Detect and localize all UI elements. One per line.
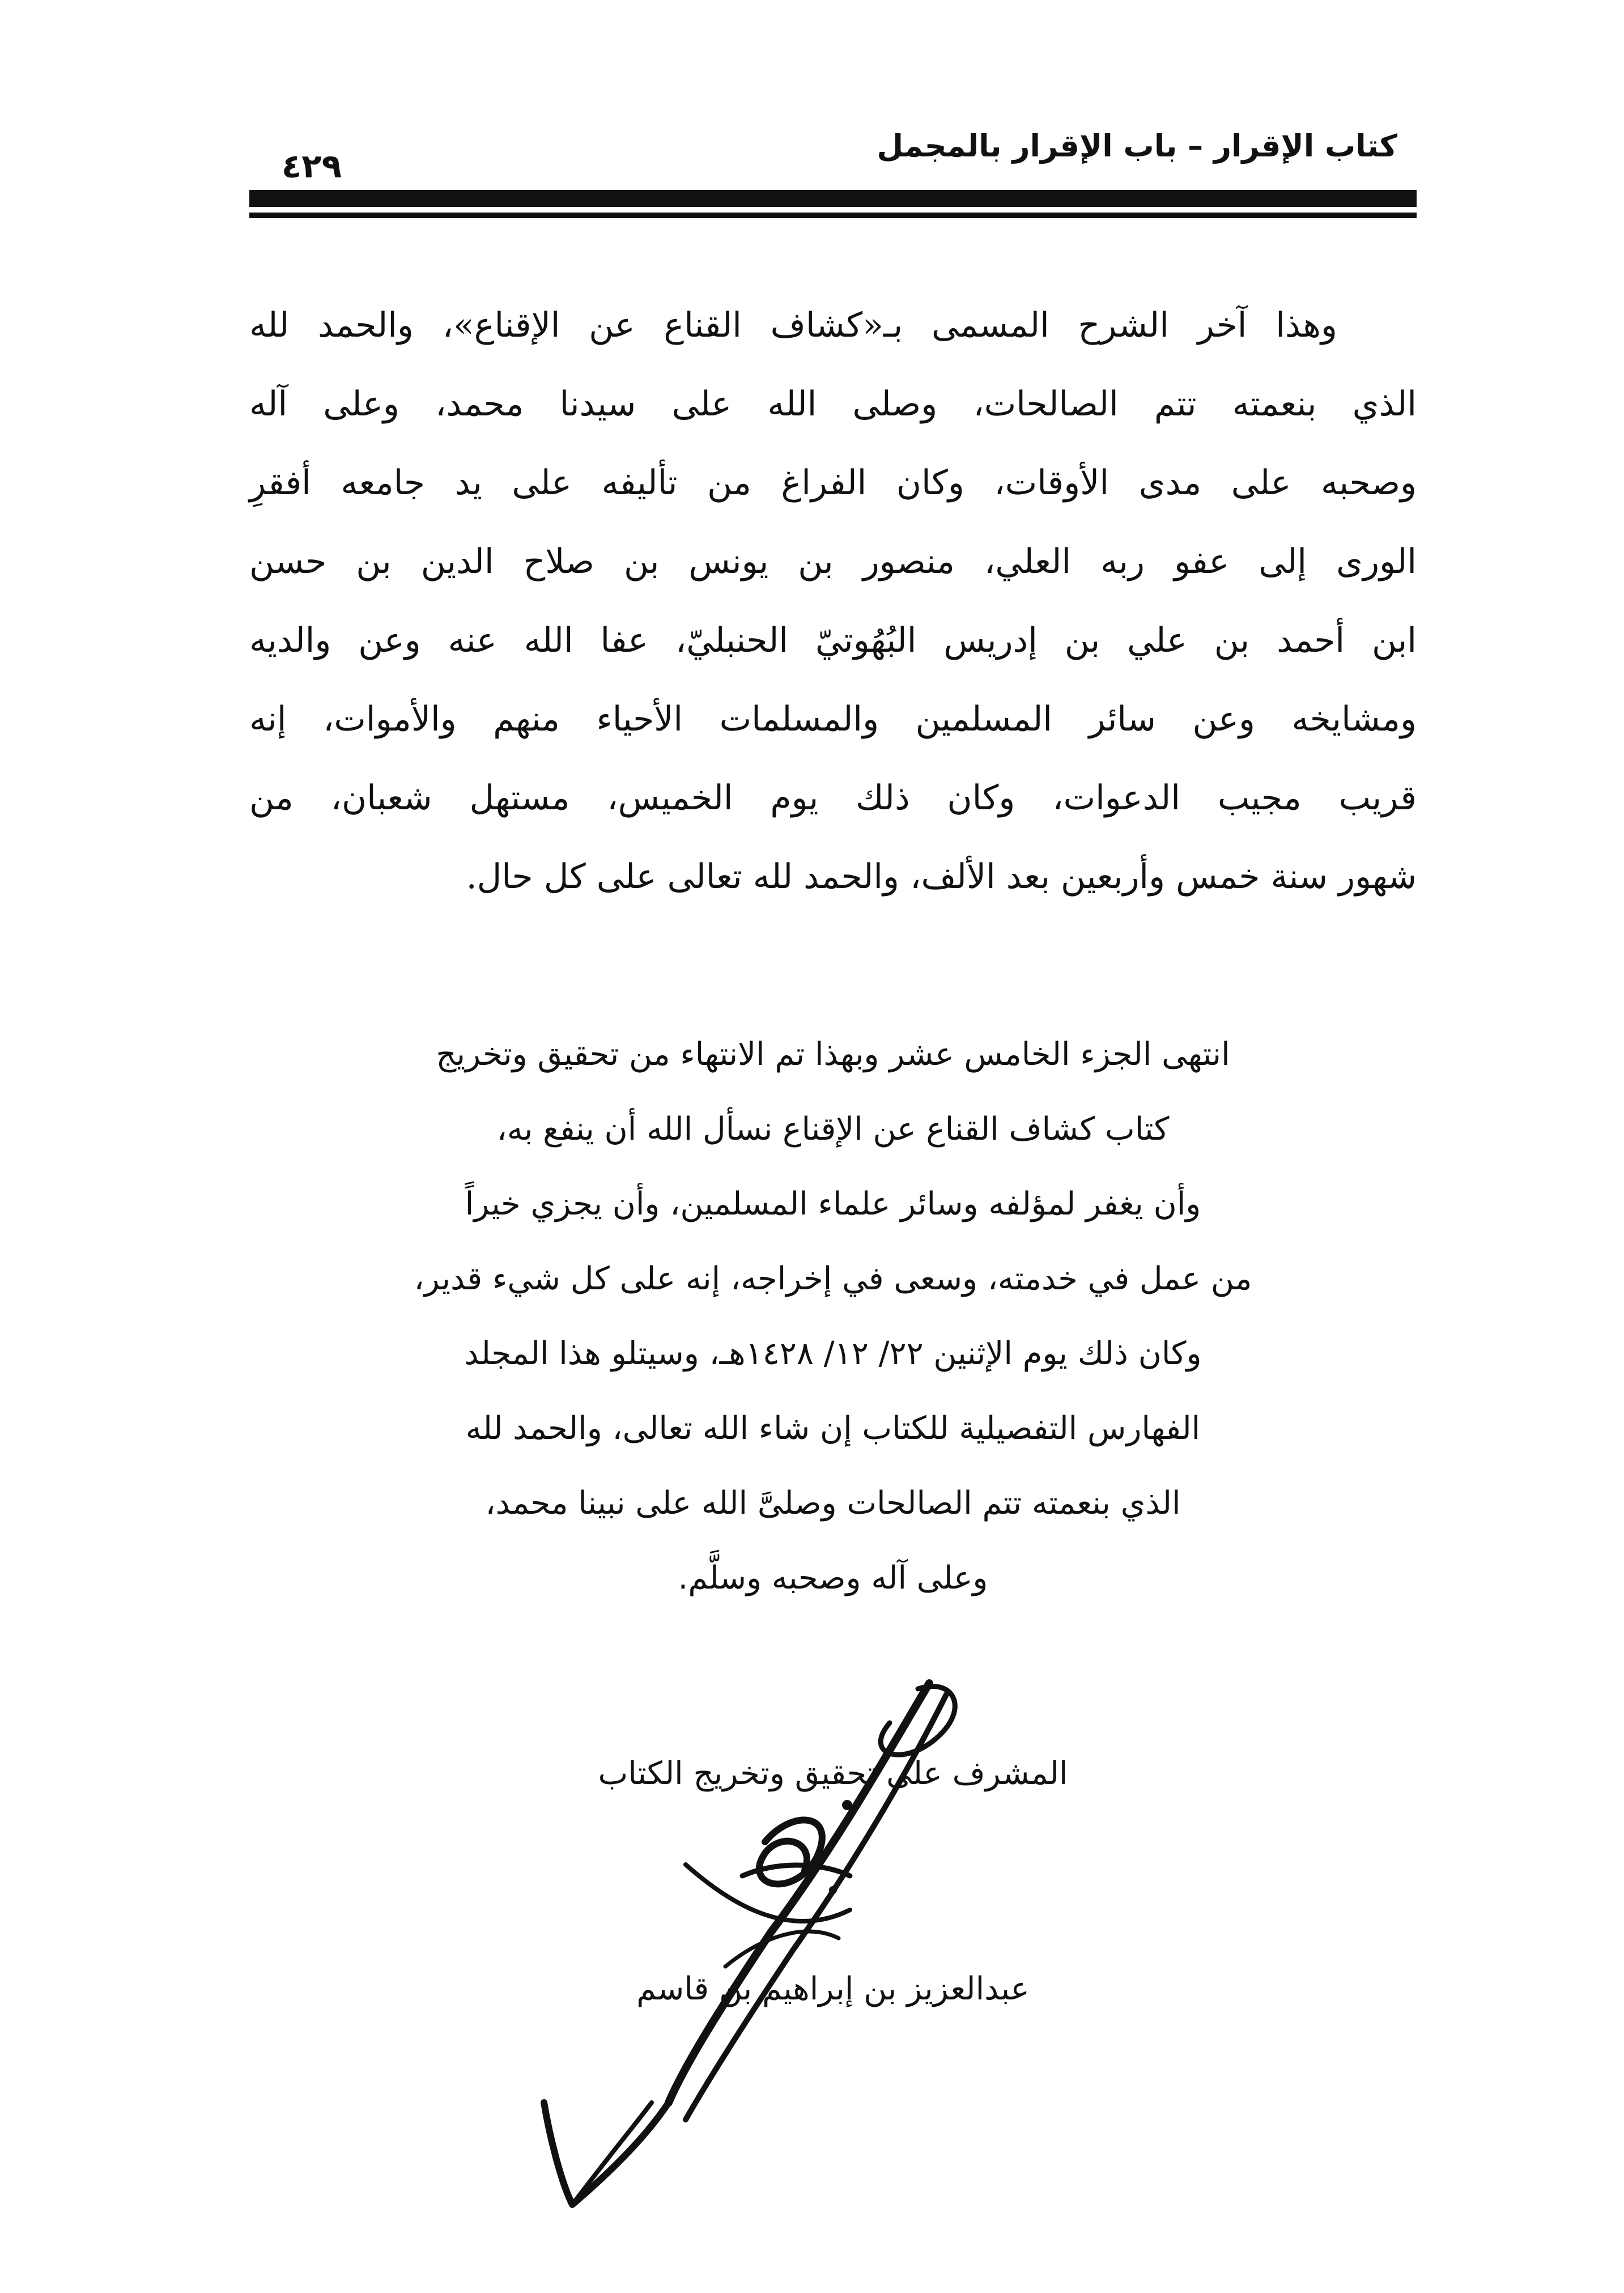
paragraph-line: ابن أحمد بن علي بن إدريس البُهُوتيّ الحنبليّ، عفا الله عنه وعن والديه [249, 621, 1417, 660]
closing-note [295, 1017, 1371, 1616]
closing-line: انتهى الجزء الخامس عشر وبهذا تم الانتهاء من تحقيق وتخريج [436, 1036, 1230, 1073]
handwritten-signature [499, 1672, 1009, 2227]
closing-line: وعلى آله وصحبه وسلَّم. [678, 1560, 988, 1596]
header-rule-thin [249, 213, 1417, 218]
paragraph-line: وصحبه على مدى الأوقات، وكان الفراغ من تأليفه على يد جامعه أفقرِ [249, 463, 1417, 503]
header-rule-thick [249, 190, 1417, 207]
closing-line: الذي بنعمته تتم الصالحات وصلىَّ الله على نبينا محمد، [485, 1485, 1181, 1522]
paragraph-line: قريب مجيب الدعوات، وكان ذلك يوم الخميس، مستهل شعبان، من [249, 778, 1417, 818]
paragraph-line: ومشايخه وعن سائر المسلمين والمسلمات الأحياء منهم والأموات، إنه [249, 699, 1417, 739]
running-title: كتاب الإقرار – باب الإقرار بالمجمل [877, 128, 1397, 164]
paragraph-line: وهذا آخر الشرح المسمى بـ«كشاف القناع عن الإقناع»، والحمد لله [249, 305, 1337, 345]
main-paragraph [249, 286, 1417, 916]
closing-line: وكان ذلك يوم الإثنين ٢٢/ ١٢/ ١٤٢٨هـ، وسيتلو هذا المجلد [464, 1335, 1202, 1372]
closing-line: الفهارس التفصيلية للكتاب إن شاء الله تعالى، والحمد لله [465, 1410, 1201, 1447]
paragraph-line: الورى إلى عفو ربه العلي، منصور بن يونس بن صلاح الدين بن حسن [249, 542, 1417, 581]
closing-line: كتاب كشاف القناع عن الإقناع نسأل الله أن ينفع به، [496, 1111, 1170, 1148]
paragraph-line: شهور سنة خمس وأربعين بعد الألف، والحمد لله تعالى على كل حال. [466, 857, 1417, 897]
closing-line: من عمل في خدمته، وسعى في إخراجه، إنه على كل شيء قدير، [414, 1260, 1252, 1297]
paragraph-line: الذي بنعمته تتم الصالحات، وصلى الله على سيدنا محمد، وعلى آله [249, 384, 1417, 424]
supervisor-title: المشرف على تحقيق وتخريج الكتاب [598, 1755, 1068, 1792]
page-number: ٤٢٩ [281, 147, 342, 185]
supervisor-name: عبدالعزيز بن إبراهيم بن قاسم [636, 1971, 1030, 2007]
closing-line: وأن يغفر لمؤلفه وسائر علماء المسلمين، وأن يجزي خيراً [465, 1186, 1201, 1222]
